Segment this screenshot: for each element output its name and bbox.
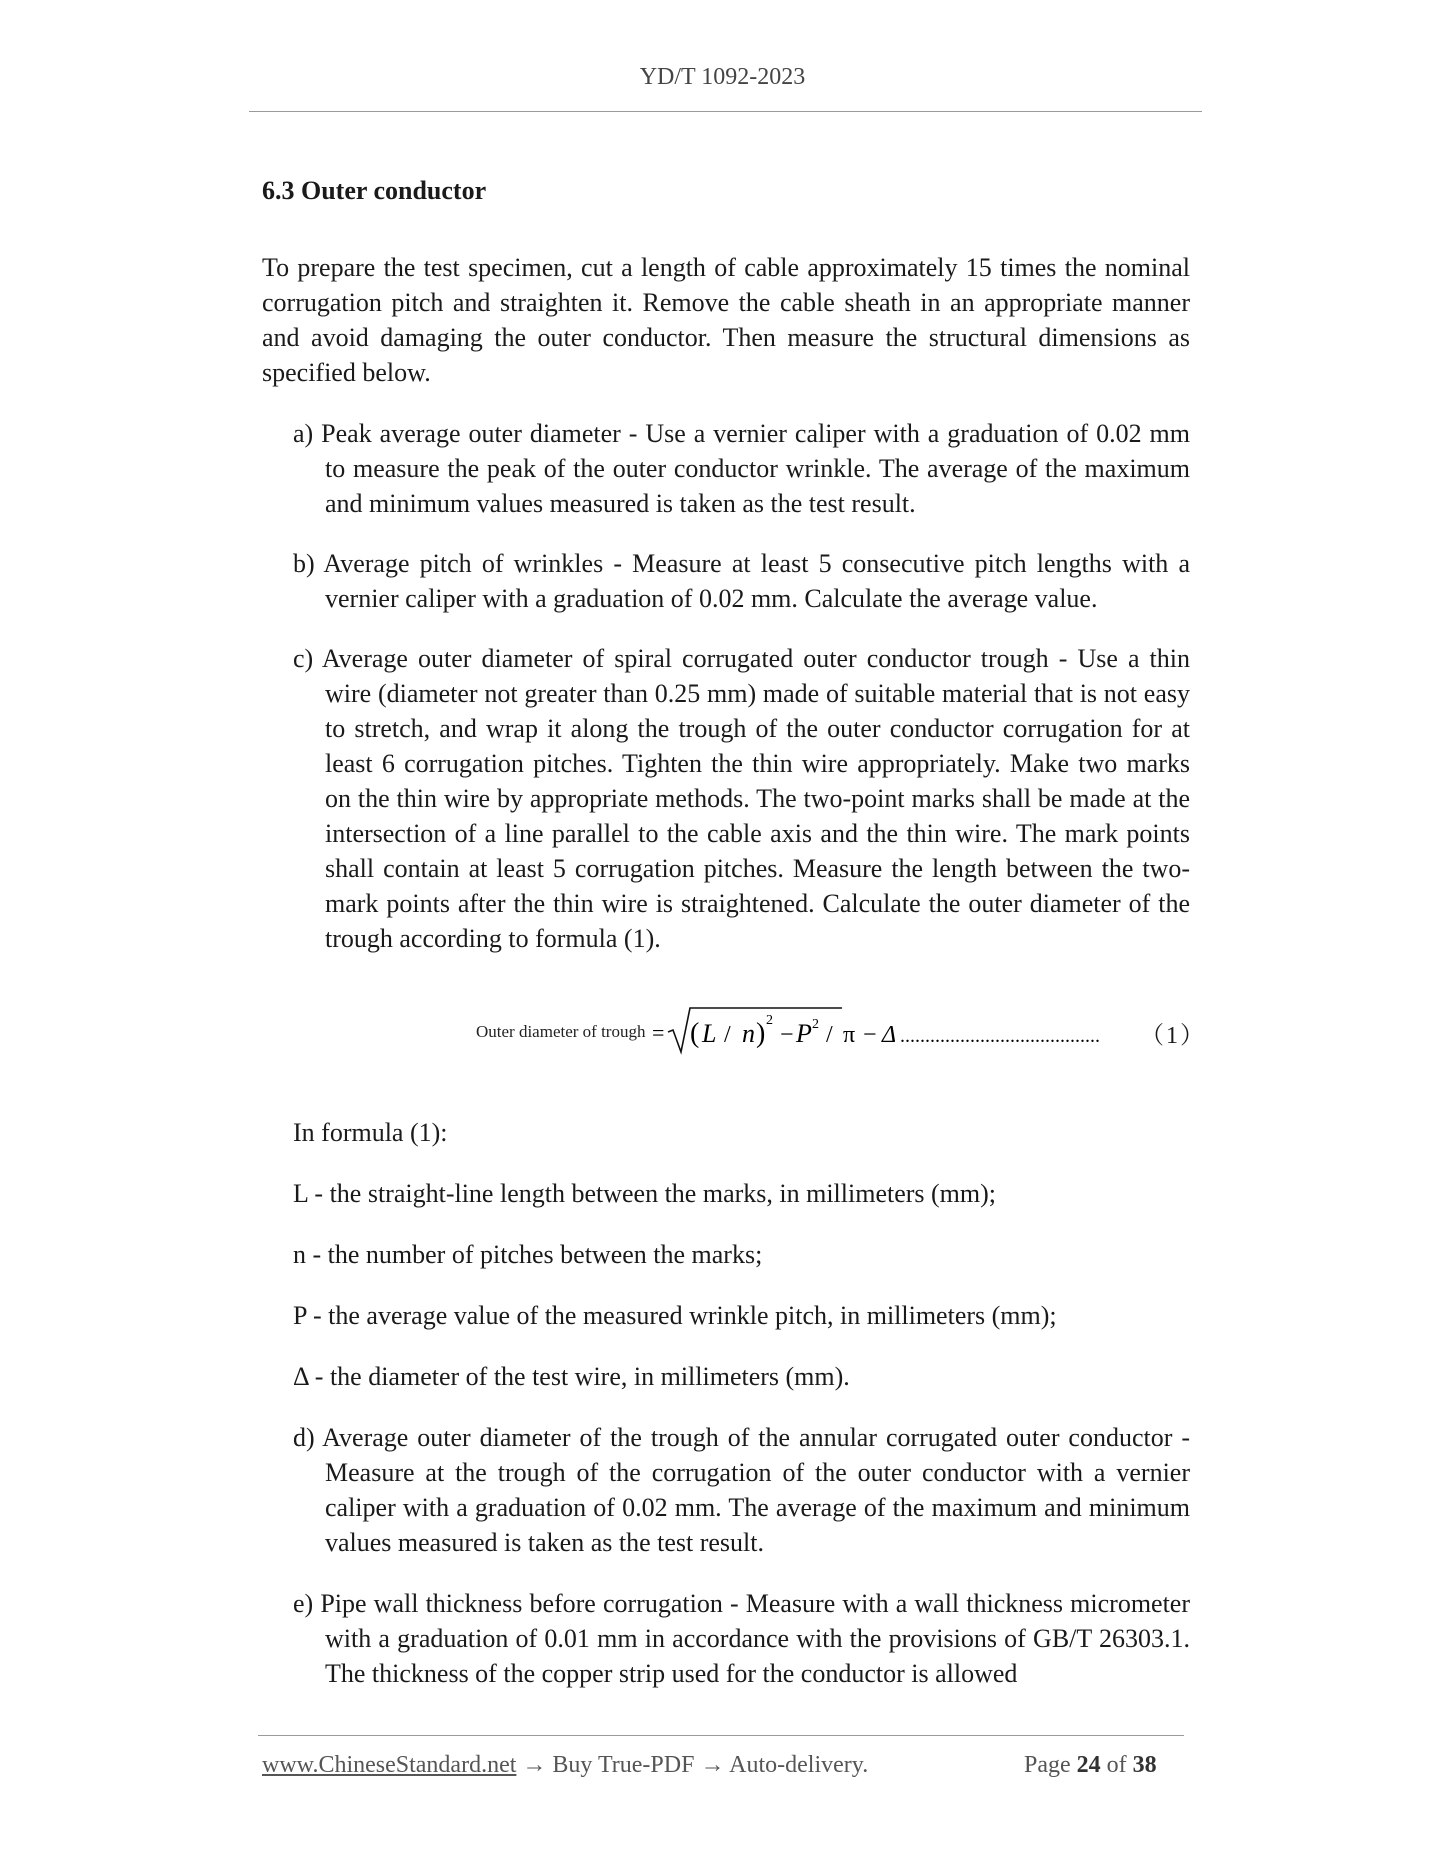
formula-minus1: − [774, 1022, 800, 1048]
formula-lparen: ( [690, 1018, 700, 1049]
formula-leader: ........................................ [900, 1025, 1100, 1047]
formula-rparen: ) [756, 1018, 766, 1049]
formula-L: L [702, 1019, 717, 1048]
formula-slash1: / [718, 1022, 737, 1048]
footer-promo [262, 1752, 868, 1779]
document-code: YD/T 1092-2023 [639, 64, 806, 90]
section-heading: 6.3 Outer conductor [262, 176, 487, 205]
footer-delivery-text: Auto-delivery. [729, 1752, 869, 1778]
formula-n: n [742, 1019, 755, 1048]
definition-L: L - the straight-line length between the marks, in millimeters (mm); [293, 1179, 997, 1208]
formula-expression [650, 1000, 1120, 1060]
header-divider [249, 111, 1202, 112]
formula-minus2: − [857, 1022, 883, 1048]
formula-number: （1） [1140, 1023, 1206, 1049]
formula-sq1: 2 [766, 1013, 773, 1028]
arrow-icon: → [516, 1752, 553, 1778]
footer-site-link[interactable]: www.ChineseStandard.net [262, 1752, 517, 1778]
footer-buy-text: Buy True-PDF [552, 1752, 695, 1778]
page-number: 24 [1076, 1752, 1101, 1778]
formula-P: P [796, 1019, 812, 1048]
footer-divider [258, 1735, 1184, 1736]
of-word: of [1106, 1752, 1127, 1778]
page-word: Page [1024, 1752, 1071, 1778]
formula-label: Outer diameter of trough [476, 1022, 646, 1041]
arrow-icon: → [694, 1752, 730, 1778]
definition-P: P - the average value of the measured wrinkle pitch, in millimeters (mm); [293, 1301, 1057, 1330]
page-indicator [1024, 1752, 1157, 1779]
definition-delta: Δ - the diameter of the test wire, in millimeters (mm). [293, 1362, 850, 1391]
page-total: 38 [1132, 1752, 1157, 1778]
formula-delta: Δ [882, 1022, 897, 1048]
formula-sq2: 2 [812, 1017, 819, 1032]
intro-paragraph: To prepare the test specimen, cut a length of cable approximately 15 times the nominal corrugation pitch and straighten it. Remove the cable sheath in an appropriate manner and avoid damaging the outer conductor. Then measure the structural dimensions as specified below. [262, 253, 1190, 387]
formula-slash2: / [820, 1022, 839, 1048]
definition-n: n - the number of pitches between the marks; [293, 1240, 763, 1269]
formula-equals: = [652, 1020, 665, 1045]
formula-pi: π [843, 1022, 856, 1048]
list-item-c: c) Average outer diameter of spiral corrugated outer conductor trough - Use a thin wire (diameter not greater than 0.25 mm) made of suitable material that is not easy to stretch, and wrap it along the trough of the outer conductor corrugation for at least 6 corrugation pitches. Tighten the thin wire appropriately. Make two marks on the thin wire by appropriate methods. The two-point marks shall be made at the intersection of a line parallel to the cable axis and the thin wire. The mark points shall contain at least 5 corrugation pitches. Measure the length between the two-mark points after the thin wire is straightened. Calculate the outer diameter of the trough according to formula (1). [293, 644, 1190, 953]
list-item-a: a) Peak average outer diameter - Use a vernier caliper with a graduation of 0.02 mm to measure the peak of the outer conductor wrinkle. The average of the maximum and minimum values measured is taken as the test result. [293, 419, 1190, 518]
list-item-e: e) Pipe wall thickness before corrugation - Measure with a wall thickness micrometer with a graduation of 0.01 mm in accordance with the provisions of GB/T 26303.1. The thickness of the copper strip used for the conductor is allowed [293, 1589, 1190, 1688]
list-item-d: d) Average outer diameter of the trough of the annular corrugated outer conductor - Measure at the trough of the corrugation of the outer conductor with a vernier caliper with a graduation of 0.02 mm. The average of the maximum and minimum values measured is taken as the test result. [293, 1423, 1190, 1557]
definitions-intro: In formula (1): [293, 1118, 448, 1147]
list-item-b: b) Average pitch of wrinkles - Measure at least 5 consecutive pitch lengths with a vernier caliper with a graduation of 0.02 mm. Calculate the average value. [293, 549, 1190, 613]
